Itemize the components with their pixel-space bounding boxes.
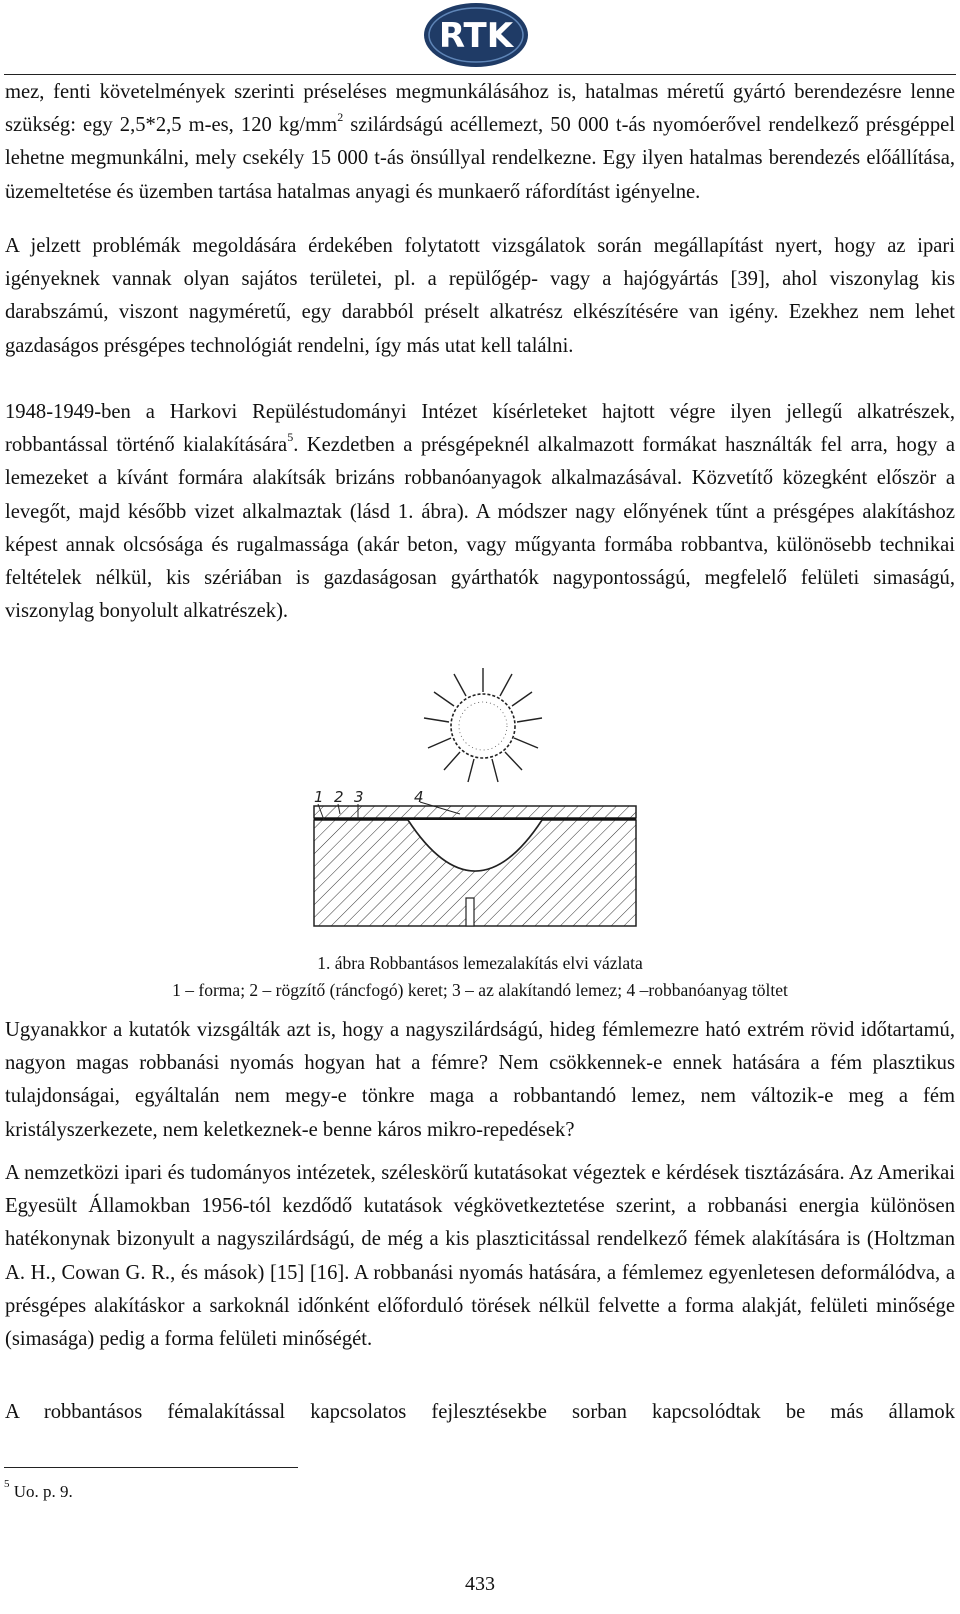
footnote	[4, 1480, 73, 1504]
paragraph-2-text: A jelzett problémák megoldására érdekében folytatott vizsgálatok során megállapítást nyert, hogy az ipari igényeknek vannak olyan sajátos területei, pl. a repülőgép- vagy a hajógyártás [39], ahol viszonylag kis darabszámú, viszont nagyméretű, egy darabból préselt alkatrész elkészítésére van igény. Ezekhez nem lehet gazdaságos présgépes technológiát rendelni, így más utat kell találni.	[5, 235, 955, 357]
page-number: 433	[465, 1573, 495, 1595]
logo-text: RTK	[438, 16, 514, 56]
vent-hole	[466, 898, 474, 926]
paragraph-1-rest: szilárdságú acéllemezt, 50 000 t-ás nyomóerővel rendelkező présgéppel lehetne megmunkálni, mely csekély 15 000 t-ás önsúllyal rendelkezne. Egy ilyen hatalmas berendezés előállítása, üzemeltetése és üzemben tartása hatalmas anyagi és munkaerő ráfordítást igényelne.	[5, 114, 955, 203]
figure-caption-legend: 1 – forma; 2 – rögzítő (ráncfogó) keret; 3 – az alakítandó lemez; 4 –robbanóanyag töltet	[172, 980, 788, 1000]
superscript: 2	[337, 110, 344, 125]
paragraph-4-text: Ugyanakkor a kutatók vizsgálták azt is, hogy a nagyszilárdságú, hideg fémlemezre ható extrém rövid időtartamú, nagyon magas robbanási nyomás hogyan hat a fémre? Nem csökkennek-e ennek hatására a fém plasztikus tulajdonságai, egyáltalán nem megy-e tönkre maga a robbantandó lemez, nem változik-e meg a fém kristályszerkezete, nem keletkeznek-e benne káros mikro-repedések?	[5, 1019, 955, 1141]
footnote-number: 5	[4, 1478, 10, 1491]
paragraph-3-rest: . Kezdetben a présgépeknél alkalmazott formákat használták fel arra, hogy a lemezeket a kívánt formára alakítsák brizáns robbanóanyagok alkalmazásával. Közvetítő közegként először a levegőt, majd később vizet alkalmaztak (lásd 1. ábra). A módszer nagy előnyének tűnt a présgépes alakításhoz képest annak olcsósága és rugalmassága (akár beton, vagy műgyanta formába robbantva, különösebb technikai feltételek nélkül, kis szériában is gazdaságosan gyárthatók nagypontosságú, megfelelő felületi simaságú, viszonylag bonyolult alkatrészek).	[5, 434, 955, 623]
paragraph-6	[5, 1396, 955, 1429]
figure-label-1: 1	[314, 788, 324, 806]
paragraph-3-text: 1948-1949-ben a Harkovi Repüléstudományi Intézet kísérleteket hajtott végre ilyen jellegű alkatrészek, robbantással történő kialakítására	[5, 401, 955, 457]
figure-caption-title: 1. ábra Robbantásos lemezalakítás elvi vázlata	[317, 953, 643, 973]
paragraph-3	[5, 396, 955, 628]
footnote-reference[interactable]: 5	[287, 430, 294, 445]
paragraph-4	[5, 1014, 955, 1147]
paragraph-1-text: mez, fenti követelmények szerinti préseléses megmunkálásához is, hatalmas méretű gyártó berendezésre lenne szükség: egy 2,5*2,5 m-es, 120 kg/mm	[5, 81, 955, 137]
explosive-forming-figure	[300, 664, 660, 946]
paragraph-2	[5, 230, 955, 363]
paragraph-6-text: A robbantásos fémalakítással kapcsolatos fejlesztésekbe sorban kapcsolódtak be más államok	[5, 1401, 955, 1423]
figure-label-4: 4	[414, 788, 424, 806]
figure-label-3: 3	[354, 788, 364, 806]
footnote-text: Uo. p. 9.	[9, 1482, 73, 1501]
explosive-charge-burst	[424, 668, 542, 782]
figure-label-2: 2	[334, 788, 344, 806]
header-rule	[4, 74, 956, 75]
paragraph-1	[5, 76, 955, 209]
paragraph-5	[5, 1157, 955, 1356]
footnote-rule	[4, 1467, 298, 1468]
rtk-logo	[423, 2, 529, 68]
clamping-frame	[314, 806, 636, 818]
paragraph-5-text: A nemzetközi ipari és tudományos intézetek, széleskörű kutatásokat végeztek e kérdések tisztázására. Az Amerikai Egyesült Államokban 1956-tól kezdődő kutatások végkövetkeztetése szerint, a robbanási energia különösen hatékonynak bizonyult a nagyszilárdságú, de még a kis plaszticitással rendelkező fémek alakítására is (Holtzman A. H., Cowan G. R., és mások) [15] [16]. A robbanási nyomás hatására, a fémlemez egyenletesen deformálódva, a présgépes alakításkor a sarkoknál időnként előforduló törések nélkül felvette a forma alakját, felületi minősége (simasága) pedig a forma felületi minőségét.	[5, 1162, 955, 1351]
